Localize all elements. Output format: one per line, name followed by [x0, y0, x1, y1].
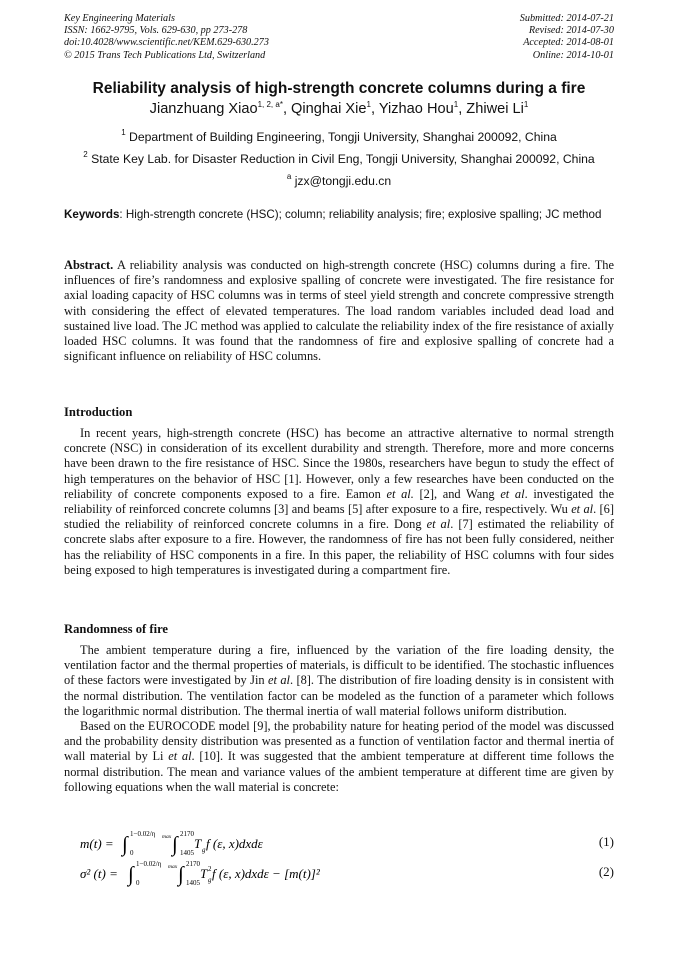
revised-date: Revised: 2014-07-30	[528, 25, 614, 37]
equation-lhs: m(t) =	[80, 836, 114, 851]
integrand: T	[200, 866, 208, 881]
integral-upper-sub: max	[162, 834, 172, 840]
integrand-rest: f (ε, x)dxdε	[206, 836, 263, 851]
author-list	[0, 101, 678, 117]
text-run: In recent years, high-strength concrete (HSC) has become an attractive alternative to normal strength concrete (NSC) in consideration of its excellent durability and strength. Therefore, more and more concerns have been drawn to the fire resistance of HSC. Since the 1980s, researchers have begun to study the effect of high temperatures on the behavior of HSC [1]. However, only a few researches have been conducted on the reliability of concrete components exposed to a fire. Eamon	[64, 426, 614, 501]
text-run: . [7] estimated the reliability of concrete slabs after exposure to a fire. However, the randomness of fire has not been fully considered, neither has the reliability of HSC components in a fire. In this paper, the reliability of HSC columns with four sides being exposed to high temperatures is investigated during a compartment fire.	[64, 517, 615, 577]
accepted-date: Accepted: 2014-08-01	[523, 37, 614, 49]
author-2: Qinghai Xie$^1$,	[291, 100, 379, 117]
text-run: . [10]. It was suggested that the ambient temperature at different time follows the normal distribution. The mean and variance values of the ambient temperature at different time are given by following equations when the wall material is concrete:	[64, 749, 615, 794]
integral-sign: ∫	[128, 862, 134, 886]
integral-upper: 1−0.02/η	[136, 860, 162, 868]
introduction-body	[64, 426, 614, 578]
italic-run: et al	[571, 502, 594, 517]
author-1: Jianzhuang Xiao$^{1, 2, a*}$,	[149, 100, 292, 117]
integral-lower: 1405	[186, 879, 200, 887]
integral-sign: ∫	[122, 832, 128, 856]
integral-lower: 0	[130, 849, 134, 857]
abstract	[64, 258, 614, 364]
equation-lhs: σ² (t) =	[80, 866, 118, 881]
keywords-label: Keywords	[64, 208, 120, 221]
abstract-text: A reliability analysis was conducted on high-strength concrete (HSC) columns during a fire. The influences of fire’s randomness and explosive spalling of concrete were investigated. The fire resistance for axial loading capacity of HSC columns was in terms of steel yield strength and concrete compressive strength with considering the effect of elevated temperatures. The load random variables included dead load and sustained live load. The JC method was applied to calculate the reliability index of the fire resistance of axially loaded HSC columns. It was found that the randomness of fire and explosive spalling of concrete had a significant influence on reliability of HSC columns.	[64, 258, 614, 364]
author-email[interactable]: jzx@tongji.edu.cn	[294, 174, 392, 188]
submitted-date: Submitted: 2014-07-21	[519, 13, 614, 24]
issn-line: ISSN: 1662-9795, Vols. 629-630, pp 273-278	[64, 25, 248, 37]
italic-run: et al	[168, 749, 192, 764]
copyright-line: © 2015 Trans Tech Publications Ltd, Switzerland	[64, 49, 266, 61]
text-run: . [6] studied the reliability of reinforced concrete columns in a fire. Dong	[64, 502, 614, 532]
paper-title: Reliability analysis of high-strength concrete columns during a fire	[92, 80, 586, 97]
integrand-sup: 2	[208, 865, 212, 873]
italic-run: et al	[426, 517, 451, 532]
text-run: [2], and Wang	[413, 486, 501, 501]
journal-name: Key Engineering Materials	[64, 13, 175, 24]
online-date: Online: 2014-10-01	[532, 49, 614, 61]
italic-run: et al	[500, 486, 525, 501]
integral-upper-sub: max	[168, 864, 178, 870]
doi-line: doi:10.4028/www.scientific.net/KEM.629-630.273	[64, 37, 269, 49]
equation-number: (1)	[598, 834, 614, 849]
integrand-rest: f (ε, x)dxdε − [m(t)]²	[212, 866, 320, 881]
paragraph	[64, 643, 614, 719]
abstract-label: Abstract.	[64, 258, 114, 272]
integrand-sub: g	[202, 846, 206, 854]
equation-svg	[80, 828, 500, 858]
author-4: Zhiwei Li$^1$	[466, 100, 529, 117]
text-run: Based on the EUROCODE model [9], the probability nature for heating period of the model was discussed and the probability density distribution was presented as a function of ventilation factor and thermal inertia of wall material by Li	[64, 719, 614, 764]
email-affiliation: $^a$ jzx@tongji.edu.cn	[286, 172, 392, 188]
keywords-text: : High-strength concrete (HSC); column; reliability analysis; fire; explosive spalling; JC method	[119, 208, 602, 221]
italic-run: et al	[268, 673, 290, 688]
equation-1	[80, 828, 614, 856]
equation-2	[80, 858, 614, 886]
keywords	[64, 208, 614, 222]
affiliation-1: $^1$ Department of Building Engineering, Tongji University, Shanghai 200092, China	[121, 128, 557, 144]
text-run: . investigated the reliability of reinforced concrete columns [3] and beams [5] after exposure to a fire, respectively. Wu	[64, 486, 615, 517]
randomness-heading: Randomness of fire	[64, 622, 169, 636]
integral-lower: 0	[136, 879, 140, 887]
text-run: The ambient temperature during a fire, influenced by the variation of the fire loading density, the ventilation factor and the thermal properties of materials, is difficult to be identified. The stochastic influences of these factors were investigated by Jin	[64, 643, 614, 688]
integrand: T	[194, 836, 202, 851]
integrand-sub: g	[208, 876, 212, 884]
randomness-body	[64, 643, 614, 795]
equation-number: (2)	[598, 864, 614, 879]
equation-svg	[80, 858, 500, 888]
author-3: Yizhao Hou$^1$,	[378, 100, 467, 117]
integral-upper: 2170	[186, 860, 200, 868]
journal-meta	[64, 13, 269, 62]
paragraph	[64, 426, 614, 578]
integral-upper: 1−0.02/η	[130, 830, 156, 838]
integral-upper: 2170	[180, 830, 194, 838]
dates-meta	[520, 13, 614, 62]
paragraph	[64, 719, 614, 795]
italic-run: et al.	[386, 486, 414, 501]
integral-lower: 1405	[180, 849, 194, 857]
integral-sign: ∫	[178, 862, 184, 886]
text-run: . [8]. The distribution of fire loading density is in consistent with the normal distribution. The ventilation factor can be modeled as the function of a parameter which follows the logarithmic normal distribution. The thermal inertia of wall material follows uniform distribution.	[64, 673, 614, 718]
introduction-heading: Introduction	[64, 405, 133, 419]
integral-sign: ∫	[172, 832, 178, 856]
affiliation-2: $^2$ State Key Lab. for Disaster Reduction in Civil Eng, Tongji University, Shanghai 200092, China	[83, 150, 595, 166]
